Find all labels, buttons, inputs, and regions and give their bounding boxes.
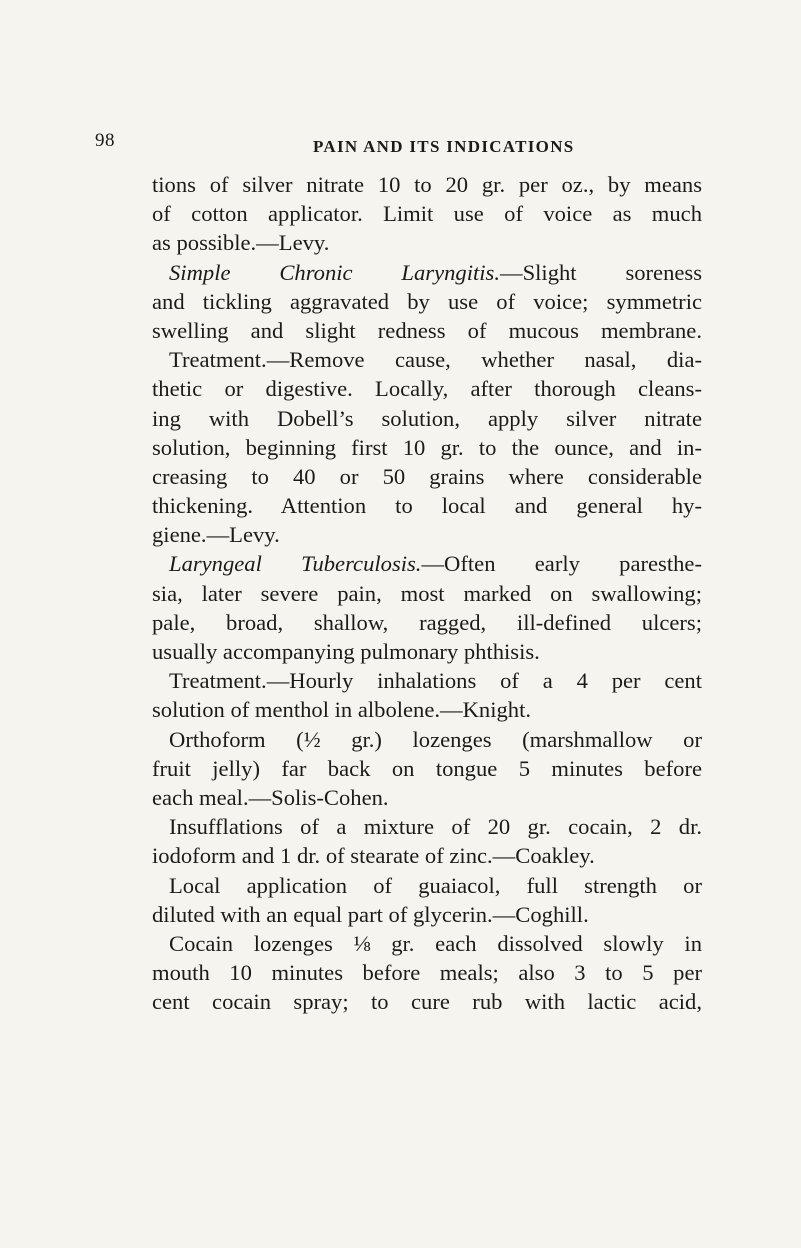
text-line: diluted with an equal part of glycerin.—Coghill. [152, 901, 589, 927]
text-line: creasing to 40 or 50 grains where considerable [152, 463, 702, 489]
text-line: ing with Dobell’s solution, apply silver nitrate [152, 405, 702, 431]
text-line: tions of silver nitrate 10 to 20 gr. per oz., by means [152, 172, 702, 197]
text-line: thickening. Attention to local and general hy- [152, 493, 702, 519]
text-run: —Often early paresthe- [421, 551, 702, 577]
text-run: —Slight soreness [500, 259, 702, 285]
section-start-line [152, 258, 702, 287]
section-heading-laryngeal-tuberculosis: Laryngeal Tuberculosis. [169, 551, 422, 577]
text-line: Insufflations of a mixture of 20 gr. cocain, 2 dr. [169, 814, 702, 840]
text-line: cent cocain spray; to cure rub with lactic acid, [152, 989, 702, 1015]
text-line: fruit jelly) far back on tongue 5 minutes before [152, 755, 702, 781]
text-line: sia, later severe pain, most marked on swallowing; [152, 580, 702, 606]
text-line: usually accompanying pulmonary phthisis. [152, 639, 540, 664]
page-header [0, 130, 801, 160]
text-line: mouth 10 minutes before meals; also 3 to 5 per [152, 960, 702, 986]
page-number: 98 [95, 130, 115, 151]
text-line: of cotton applicator. Limit use of voice as much [152, 201, 702, 227]
text-line: pale, broad, shallow, ragged, ill-defined ulcers; [152, 609, 702, 635]
text-line: solution, beginning first 10 gr. to the ounce, and in- [152, 434, 702, 460]
running-head: PAIN AND ITS INDICATIONS [313, 137, 575, 156]
section-heading-simple-chronic-laryngitis: Simple Chronic Laryngitis. [169, 259, 500, 285]
text-line: Orthoform (½ gr.) lozenges (marshmallow or [169, 726, 702, 752]
text-line: Local application of guaiacol, full strength or [169, 872, 702, 898]
section-start-line [152, 549, 702, 578]
text-line: Cocain lozenges ⅛ gr. each dissolved slowly in [169, 930, 702, 956]
text-line: each meal.—Solis-Cohen. [152, 784, 389, 810]
text-line: as possible.—Levy. [152, 230, 330, 256]
text-line: giene.—Levy. [152, 522, 280, 548]
text-line: Treatment.—Hourly inhalations of a 4 per cent [169, 668, 702, 694]
text-line: thetic or digestive. Locally, after thorough cleans- [152, 376, 702, 402]
text-line: iodoform and 1 dr. of stearate of zinc.—Coakley. [152, 843, 595, 869]
text-line: swelling and slight redness of mucous membrane. [152, 317, 702, 343]
text-line: and tickling aggravated by use of voice; symmetric [152, 288, 702, 314]
body-text [152, 170, 702, 1016]
text-line: Treatment.—Remove cause, whether nasal, dia- [169, 347, 702, 373]
text-line: solution of menthol in albolene.—Knight. [152, 697, 532, 723]
